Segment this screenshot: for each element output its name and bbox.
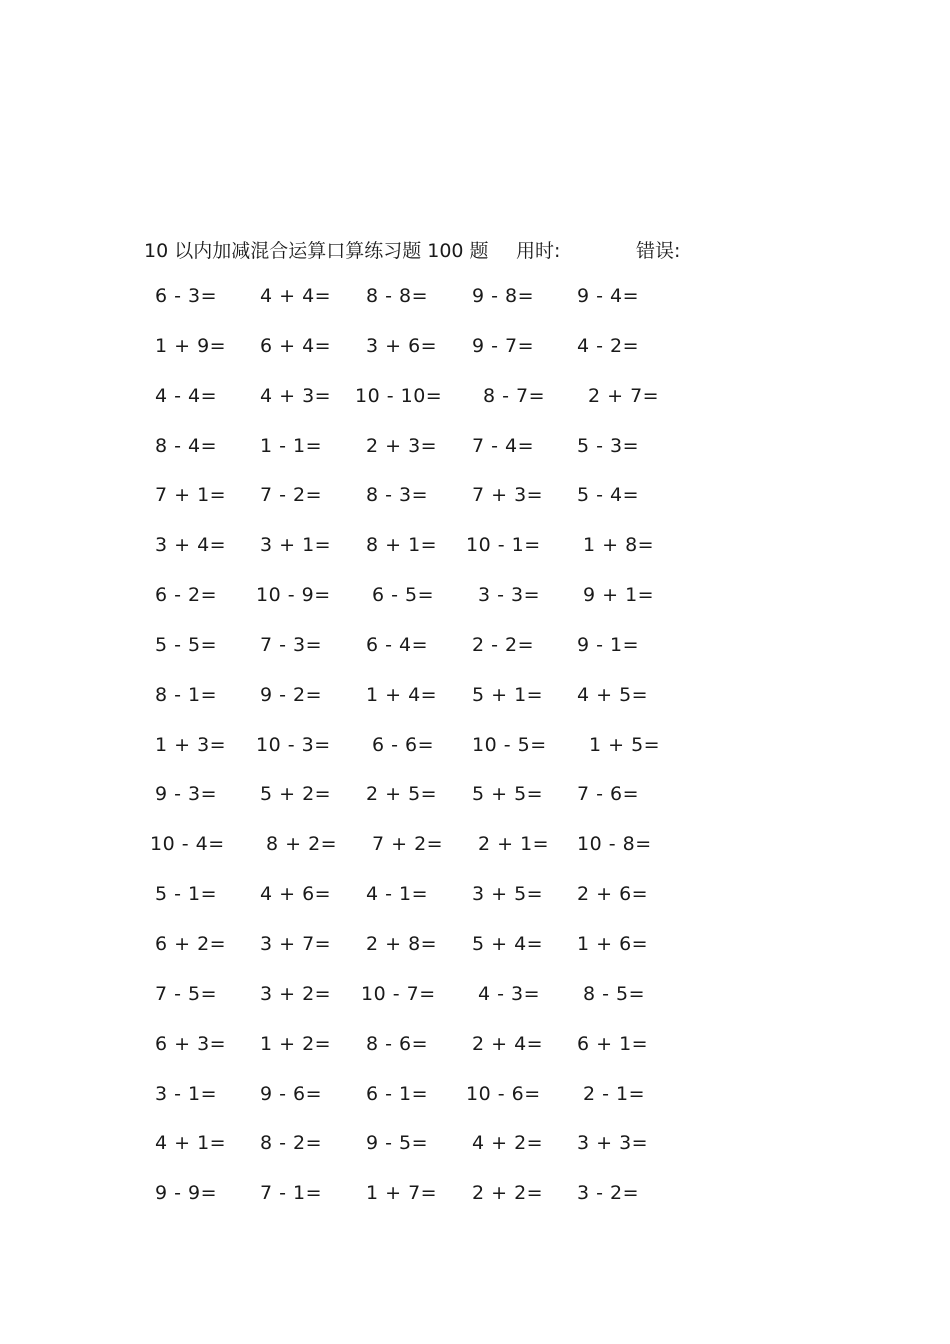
arithmetic-problem: 8 - 8=	[366, 285, 429, 307]
arithmetic-problem: 2 + 3=	[366, 434, 438, 457]
arithmetic-problem: 7 - 4=	[472, 434, 535, 457]
arithmetic-problem: 6 - 2=	[155, 584, 218, 607]
arithmetic-problem: 7 + 2=	[372, 833, 444, 856]
arithmetic-problem: 8 - 5=	[583, 982, 646, 1005]
arithmetic-problem: 1 + 5=	[589, 733, 661, 756]
arithmetic-problem: 3 - 2=	[577, 1182, 640, 1205]
arithmetic-problem: 8 - 7=	[483, 384, 546, 407]
arithmetic-problem: 10 - 9=	[256, 584, 331, 607]
arithmetic-problem: 2 - 1=	[583, 1082, 646, 1105]
arithmetic-problem: 9 - 6=	[260, 1082, 323, 1105]
arithmetic-problem: 5 + 5=	[472, 783, 544, 806]
arithmetic-problem: 3 + 3=	[577, 1132, 649, 1155]
arithmetic-problem: 10 - 5=	[472, 733, 547, 756]
arithmetic-problem: 10 - 4=	[150, 833, 225, 856]
arithmetic-problem: 2 + 5=	[366, 783, 438, 806]
arithmetic-problem: 7 - 3=	[260, 633, 323, 656]
arithmetic-problem: 1 + 4=	[366, 683, 438, 706]
arithmetic-problem: 8 - 3=	[366, 484, 429, 507]
problem-row	[0, 833, 950, 883]
problem-row	[0, 1132, 950, 1182]
problem-row	[0, 634, 950, 684]
problem-row	[0, 734, 950, 784]
arithmetic-problem: 8 + 2=	[266, 833, 338, 856]
arithmetic-problem: 5 - 5=	[155, 633, 218, 656]
arithmetic-problem: 3 + 5=	[472, 883, 544, 906]
arithmetic-problem: 6 + 1=	[577, 1032, 649, 1055]
arithmetic-problem: 10 - 7=	[361, 982, 436, 1005]
problem-row	[0, 285, 950, 335]
arithmetic-problem: 10 - 1=	[466, 534, 541, 557]
arithmetic-problem: 1 + 2=	[260, 1032, 332, 1055]
arithmetic-problem: 2 + 1=	[478, 833, 550, 856]
arithmetic-problem: 1 + 7=	[366, 1182, 438, 1205]
arithmetic-problem: 3 + 6=	[366, 334, 438, 357]
arithmetic-problem: 5 - 1=	[155, 883, 218, 906]
arithmetic-problem: 3 - 1=	[155, 1082, 218, 1105]
arithmetic-problem: 1 + 6=	[577, 932, 649, 955]
arithmetic-problem: 6 - 4=	[366, 633, 429, 656]
arithmetic-problem: 5 + 1=	[472, 683, 544, 706]
arithmetic-problem: 3 - 3=	[478, 584, 541, 607]
problem-row	[0, 584, 950, 634]
arithmetic-problem: 9 - 8=	[472, 285, 535, 307]
arithmetic-problem: 4 + 2=	[472, 1132, 544, 1155]
arithmetic-problem: 4 + 4=	[260, 285, 332, 307]
arithmetic-problem: 1 + 3=	[155, 733, 227, 756]
arithmetic-problem: 9 + 1=	[583, 584, 655, 607]
arithmetic-problem: 3 + 1=	[260, 534, 332, 557]
arithmetic-problem: 9 - 3=	[155, 783, 218, 806]
error-count-label: 错误:	[636, 240, 681, 262]
arithmetic-problem: 6 - 3=	[155, 285, 218, 307]
arithmetic-problem: 4 + 5=	[577, 683, 649, 706]
problem-row	[0, 783, 950, 833]
problem-row	[0, 933, 950, 983]
worksheet-title: 10 以内加减混合运算口算练习题 100 题	[144, 240, 489, 262]
arithmetic-problem: 3 + 4=	[155, 534, 227, 557]
problem-row	[0, 435, 950, 485]
arithmetic-problem: 10 - 10=	[355, 384, 443, 407]
arithmetic-problem: 6 + 3=	[155, 1032, 227, 1055]
arithmetic-problem: 4 + 3=	[260, 384, 332, 407]
arithmetic-problem: 6 - 1=	[366, 1082, 429, 1105]
arithmetic-problem: 3 + 2=	[260, 982, 332, 1005]
arithmetic-problem: 7 - 6=	[577, 783, 640, 806]
arithmetic-problem: 2 + 6=	[577, 883, 649, 906]
arithmetic-problem: 3 + 7=	[260, 932, 332, 955]
arithmetic-problem: 9 - 5=	[366, 1132, 429, 1155]
problem-row	[0, 1083, 950, 1133]
arithmetic-problem: 6 - 5=	[372, 584, 435, 607]
arithmetic-problem: 10 - 6=	[466, 1082, 541, 1105]
arithmetic-problem: 1 - 1=	[260, 434, 323, 457]
time-used-label: 用时:	[516, 240, 561, 262]
arithmetic-problem: 9 - 2=	[260, 683, 323, 706]
arithmetic-problem: 6 + 2=	[155, 932, 227, 955]
arithmetic-problem: 2 + 2=	[472, 1182, 544, 1205]
problem-row	[0, 1182, 950, 1232]
arithmetic-problem: 7 + 1=	[155, 484, 227, 507]
problem-row	[0, 1033, 950, 1083]
problem-row	[0, 385, 950, 435]
arithmetic-problem: 5 - 4=	[577, 484, 640, 507]
arithmetic-problem: 5 + 2=	[260, 783, 332, 806]
arithmetic-problem: 2 + 4=	[472, 1032, 544, 1055]
arithmetic-problem: 7 - 5=	[155, 982, 218, 1005]
arithmetic-problem: 4 - 1=	[366, 883, 429, 906]
arithmetic-problem: 4 - 4=	[155, 384, 218, 407]
arithmetic-problem: 9 - 1=	[577, 633, 640, 656]
arithmetic-problem: 8 + 1=	[366, 534, 438, 557]
arithmetic-problem: 10 - 3=	[256, 733, 331, 756]
problem-row	[0, 983, 950, 1033]
arithmetic-problem: 4 + 6=	[260, 883, 332, 906]
arithmetic-problem: 2 - 2=	[472, 633, 535, 656]
arithmetic-problem: 6 + 4=	[260, 334, 332, 357]
arithmetic-problem: 8 - 6=	[366, 1032, 429, 1055]
arithmetic-problem: 9 - 4=	[577, 285, 640, 307]
arithmetic-problem: 2 + 8=	[366, 932, 438, 955]
problem-row	[0, 335, 950, 385]
arithmetic-problem: 7 - 2=	[260, 484, 323, 507]
arithmetic-problem: 6 - 6=	[372, 733, 435, 756]
arithmetic-problem: 4 - 3=	[478, 982, 541, 1005]
arithmetic-problem: 2 + 7=	[588, 384, 660, 407]
arithmetic-problem: 4 + 1=	[155, 1132, 227, 1155]
arithmetic-problem: 1 + 8=	[583, 534, 655, 557]
arithmetic-problem: 4 - 2=	[577, 334, 640, 357]
problem-row	[0, 883, 950, 933]
arithmetic-problem: 1 + 9=	[155, 334, 227, 357]
arithmetic-problem: 5 + 4=	[472, 932, 544, 955]
arithmetic-problem: 9 - 9=	[155, 1182, 218, 1205]
arithmetic-problem: 7 + 3=	[472, 484, 544, 507]
arithmetic-problem: 5 - 3=	[577, 434, 640, 457]
problem-row	[0, 484, 950, 534]
arithmetic-problem: 7 - 1=	[260, 1182, 323, 1205]
arithmetic-problem: 10 - 8=	[577, 833, 652, 856]
problem-grid	[0, 285, 950, 1232]
problem-row	[0, 684, 950, 734]
arithmetic-problem: 8 - 4=	[155, 434, 218, 457]
arithmetic-problem: 9 - 7=	[472, 334, 535, 357]
problem-row	[0, 534, 950, 584]
arithmetic-problem: 8 - 1=	[155, 683, 218, 706]
arithmetic-problem: 8 - 2=	[260, 1132, 323, 1155]
